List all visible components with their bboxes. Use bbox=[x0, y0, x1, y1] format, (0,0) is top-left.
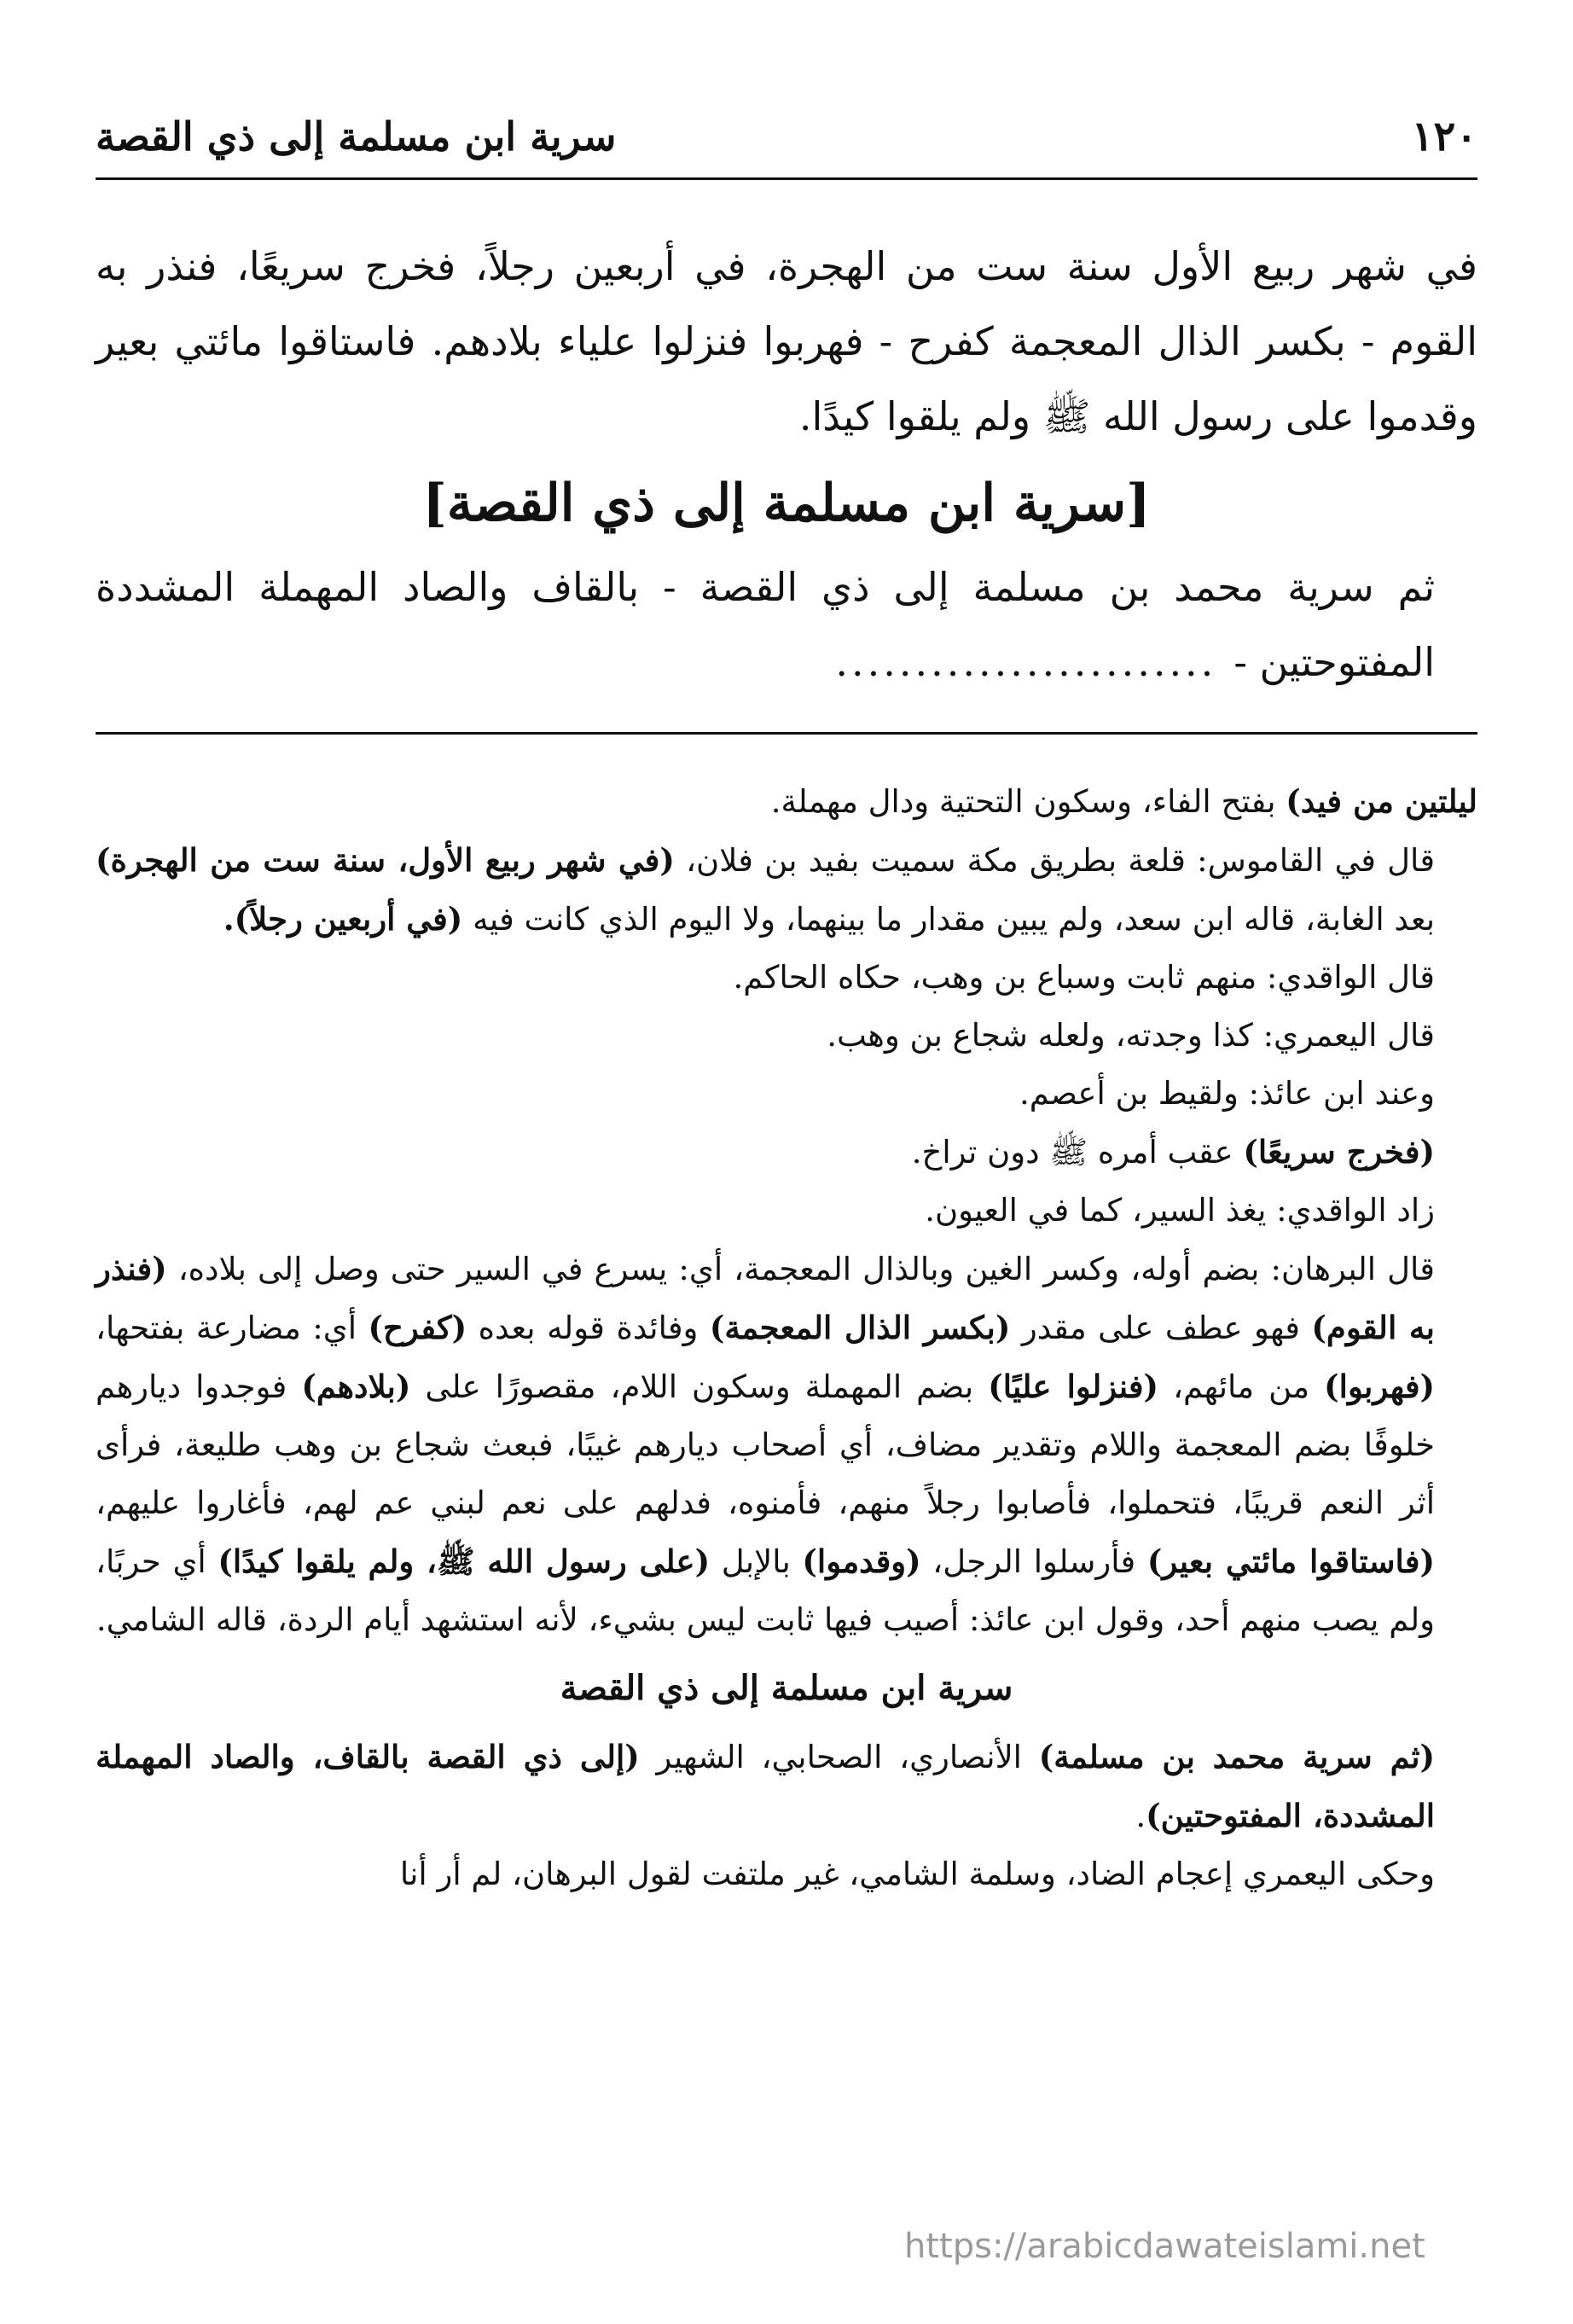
commentary-paragraph bbox=[96, 1240, 1477, 1649]
footnote-rule bbox=[96, 732, 1477, 735]
page-header bbox=[96, 107, 1477, 166]
commentary-text: قال البرهان: بضم أوله، وكسر الغين وبالذال المعجمة، أي: يسرع في السير حتى وصل إلى بلاده، bbox=[166, 1251, 1435, 1287]
commentary-paragraph bbox=[96, 831, 1477, 949]
commentary-paragraph: زاد الواقدي: يغذ السير، كما في العيون. bbox=[925, 1192, 1435, 1229]
main-paragraph bbox=[96, 549, 1477, 700]
ellipsis-dots: ........................ bbox=[835, 639, 1217, 685]
commentary-text: من مائهم، bbox=[1158, 1368, 1325, 1405]
commentary-text: أي: مضارعة بفتحها، bbox=[96, 1310, 369, 1346]
quoted-text: (كفرح) bbox=[368, 1309, 467, 1346]
quoted-text: (فخرج سريعًا) bbox=[1243, 1133, 1435, 1171]
commentary-text: . bbox=[1135, 1798, 1146, 1834]
quoted-text: (ثم سرية محمد بن مسلمة) bbox=[1038, 1738, 1435, 1775]
quoted-text: (على رسول الله ﷺ، ولم يلقوا كيدًا) bbox=[218, 1543, 711, 1580]
quoted-text: (في شهر ربيع الأول، سنة ست من الهجرة) bbox=[96, 841, 675, 879]
quoted-text: (إلى ذي القصة بالقاف، والصاد المهملة المشددة، المفتوحتين) bbox=[96, 1738, 1435, 1834]
commentary-paragraph bbox=[96, 772, 1477, 831]
commentary-paragraph: قال اليعمري: كذا وجدته، ولعله شجاع بن وهب. bbox=[827, 1017, 1435, 1054]
watermark-url: https://arabicdawateislami.net bbox=[904, 2227, 1425, 2266]
commentary-paragraph: وحكى اليعمري إعجام الضاد، وسلمة الشامي، غير ملتفت لقول البرهان، لم أر أنا bbox=[399, 1856, 1435, 1892]
page-number: ١٢٠ bbox=[1411, 113, 1477, 160]
main-paragraph-text: ثم سرية محمد بن مسلمة إلى ذي القصة - بالقاف والصاد المهملة المشددة المفتوحتين - bbox=[96, 564, 1435, 685]
quoted-text: (في أربعين رجلاً). bbox=[223, 900, 463, 938]
commentary-text: بعد الغابة، قاله ابن سعد، ولم يبين مقدار ما بينهما، ولا اليوم الذي كانت فيه bbox=[462, 901, 1435, 938]
main-text bbox=[96, 229, 1477, 700]
quoted-text: (وقدموا) bbox=[802, 1543, 921, 1580]
commentary-section-title: سرية ابن مسلمة إلى ذي القصة bbox=[560, 1668, 1013, 1708]
commentary-text: فهو عطف على مقدر bbox=[1010, 1310, 1312, 1346]
commentary-text: قال في القاموس: قلعة بطريق مكة سميت بفيد بن فلان، bbox=[674, 842, 1436, 879]
section-title: [سرية ابن مسلمة إلى ذي القصة] bbox=[422, 474, 1151, 533]
quoted-text: (فهربوا) bbox=[1324, 1368, 1436, 1405]
commentary-text: عقب أمره ﷺ دون تراخ. bbox=[911, 1134, 1244, 1171]
quoted-text: ليلتين من فيد) bbox=[1286, 782, 1477, 820]
commentary-text: بالإبل bbox=[710, 1543, 803, 1580]
header-rule bbox=[96, 177, 1477, 180]
quoted-text: (بلادهم) bbox=[301, 1368, 411, 1405]
commentary-text: الأنصاري، الصحابي، الشهير bbox=[639, 1739, 1039, 1775]
commentary-paragraph bbox=[96, 1123, 1477, 1182]
quoted-text: (بكسر الذال المعجمة) bbox=[709, 1309, 1011, 1346]
commentary-text: فأرسلوا الرجل، bbox=[920, 1543, 1147, 1580]
main-paragraph: في شهر ربيع الأول سنة ست من الهجرة، في أربعين رجلاً، فخرج سريعًا، فنذر به القوم - بكسر الذال المعجمة كفرح - فهربوا فنزلوا علياء بلادهم. فاستاقوا مائتي بعير وقدموا على رسول الله ﷺ ولم يلقوا كيدًا. bbox=[96, 243, 1477, 439]
commentary-paragraph: قال الواقدي: منهم ثابت وسباع بن وهب، حكاه الحاكم. bbox=[733, 959, 1435, 996]
running-title: سرية ابن مسلمة إلى ذي القصة bbox=[96, 113, 617, 160]
quoted-text: (فاستاقوا مائتي بعير) bbox=[1146, 1543, 1435, 1580]
commentary-text: بضم المهملة وسكون اللام، مقصورًا على bbox=[410, 1368, 989, 1405]
commentary-text: بفتح الفاء، وسكون التحتية ودال مهملة. bbox=[770, 783, 1286, 820]
commentary-text: أي حربًا، ولم يصب منهم أحد، وقول ابن عائذ: أصيب فيها ثابت ليس بشيء، لأنه استشهد أيام الردة، قاله الشامي. bbox=[96, 1543, 1435, 1638]
commentary-text: وفائدة قوله بعده bbox=[467, 1310, 710, 1346]
commentary-paragraph: وعند ابن عائذ: ولقيط بن أعصم. bbox=[1019, 1075, 1435, 1112]
quoted-text: (فنزلوا عليًا) bbox=[988, 1368, 1159, 1405]
commentary-paragraph bbox=[96, 1728, 1477, 1845]
commentary bbox=[96, 772, 1477, 1903]
quoted-text: (فنذر به القوم) bbox=[96, 1250, 1435, 1346]
commentary-text: فوجدوا ديارهم خلوفًا بضم المعجمة واللام وتقدير مضاف، أي أصحاب ديارهم غيبًا، فبعث شجاع بن وهب طليعة، فرأى أثر النعم قريبًا، فتحملوا، فأصابوا رجلاً منهم، فأمنوه، فدلهم على نعم لبني عم لهم، فأغاروا عليهم، bbox=[96, 1368, 1435, 1521]
